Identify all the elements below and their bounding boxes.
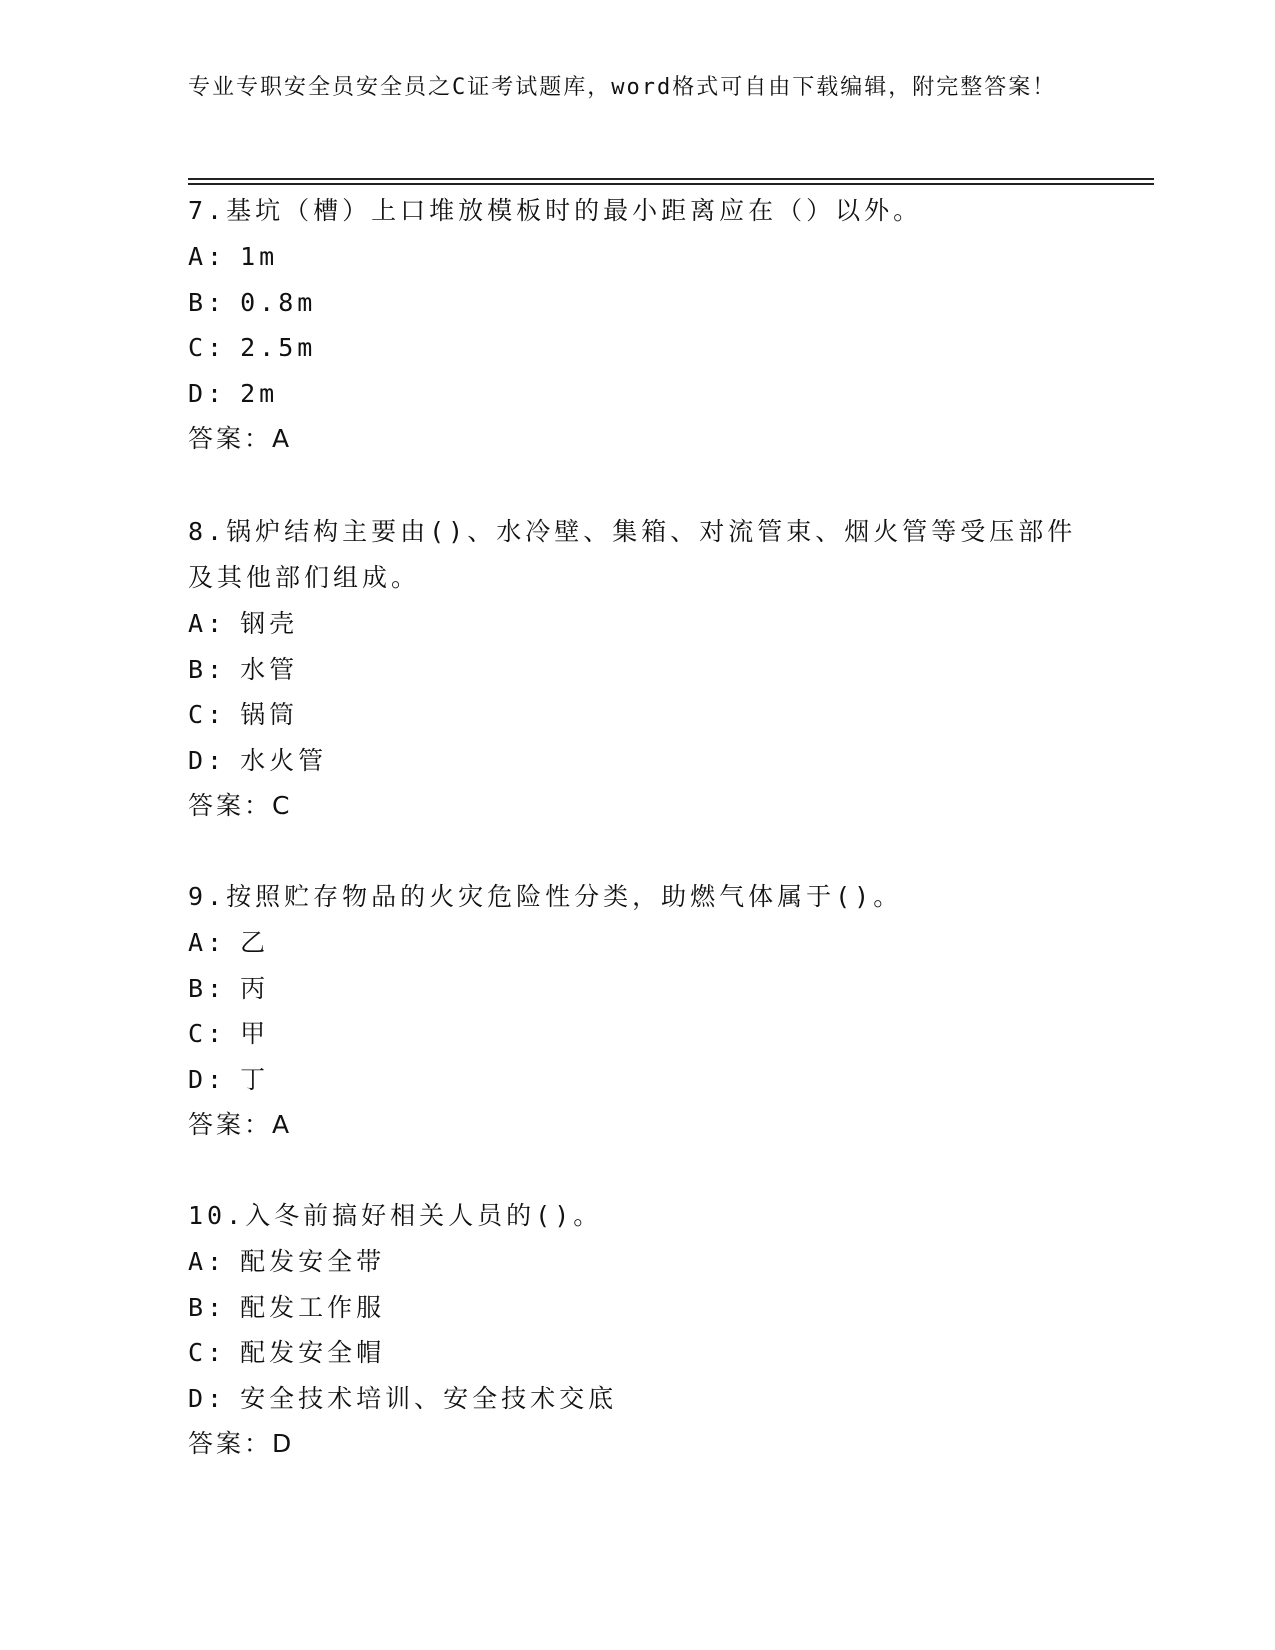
question-7 (188, 188, 1088, 461)
option-value: 丙 (240, 973, 270, 1003)
answer-text: 答案：C (188, 791, 293, 820)
question-text: 8.锅炉结构主要由()、水冷壁、集箱、对流管束、烟火管等受压部件及其他部们组成。 (188, 517, 1077, 592)
option-d (188, 1057, 1088, 1103)
option-key: A: (188, 1247, 227, 1276)
option-key: C: (188, 1019, 227, 1048)
question-text: 7.基坑（槽）上口堆放模板时的最小距离应在（）以外。 (188, 196, 923, 225)
option-key: C: (188, 1338, 227, 1367)
option-value: 甲 (240, 1019, 270, 1048)
option-value: 配发安全帽 (240, 1338, 386, 1367)
option-key: D: (188, 1383, 227, 1413)
option-c (188, 325, 1088, 371)
answer-text: 答案：D (188, 1429, 295, 1458)
option-value: 水火管 (240, 745, 328, 775)
option-value: 2.5m (240, 333, 317, 362)
option-value: 2m (240, 378, 279, 408)
option-key: A: (188, 242, 227, 271)
option-a (188, 1239, 1088, 1285)
option-value: 配发安全带 (240, 1247, 386, 1276)
option-value: 丁 (240, 1064, 270, 1094)
option-c (188, 692, 1088, 738)
answer-text: 答案：A (188, 424, 293, 453)
option-key: D: (188, 745, 227, 775)
question-text: 10.入冬前搞好相关人员的()。 (188, 1201, 603, 1230)
header-divider-top (188, 178, 1154, 180)
option-a (188, 601, 1088, 647)
option-value: 1m (240, 242, 279, 271)
option-key: A: (188, 609, 227, 638)
option-value: 0.8m (240, 287, 317, 317)
option-key: B: (188, 1292, 227, 1322)
option-d (188, 371, 1088, 417)
option-b (188, 966, 1088, 1012)
option-key: A: (188, 928, 227, 957)
option-key: D: (188, 378, 227, 408)
question-9 (188, 874, 1088, 1147)
question-10 (188, 1193, 1088, 1466)
option-key: B: (188, 973, 227, 1003)
option-b (188, 280, 1088, 326)
option-value: 锅筒 (240, 700, 299, 729)
option-a (188, 234, 1088, 280)
header-divider-bottom (188, 183, 1154, 185)
option-value: 钢壳 (240, 609, 299, 638)
option-value: 配发工作服 (240, 1292, 386, 1322)
option-key: C: (188, 700, 227, 729)
answer-text: 答案：A (188, 1110, 293, 1139)
option-key: B: (188, 287, 227, 317)
option-d (188, 1376, 1088, 1422)
option-key: B: (188, 654, 227, 684)
option-value: 水管 (240, 654, 299, 684)
option-c (188, 1011, 1088, 1057)
option-b (188, 647, 1088, 693)
document-header: 专业专职安全员安全员之C证考试题库，word格式可自由下载编辑，附完整答案！ (188, 75, 1057, 100)
question-text: 9.按照贮存物品的火灾危险性分类，助燃气体属于()。 (188, 882, 903, 911)
option-key: C: (188, 333, 227, 362)
option-value: 乙 (240, 928, 270, 957)
option-c (188, 1330, 1088, 1376)
question-8 (188, 509, 1088, 828)
option-key: D: (188, 1064, 227, 1094)
option-value: 安全技术培训、安全技术交底 (240, 1383, 618, 1413)
option-b (188, 1285, 1088, 1331)
option-a (188, 920, 1088, 966)
option-d (188, 738, 1088, 784)
